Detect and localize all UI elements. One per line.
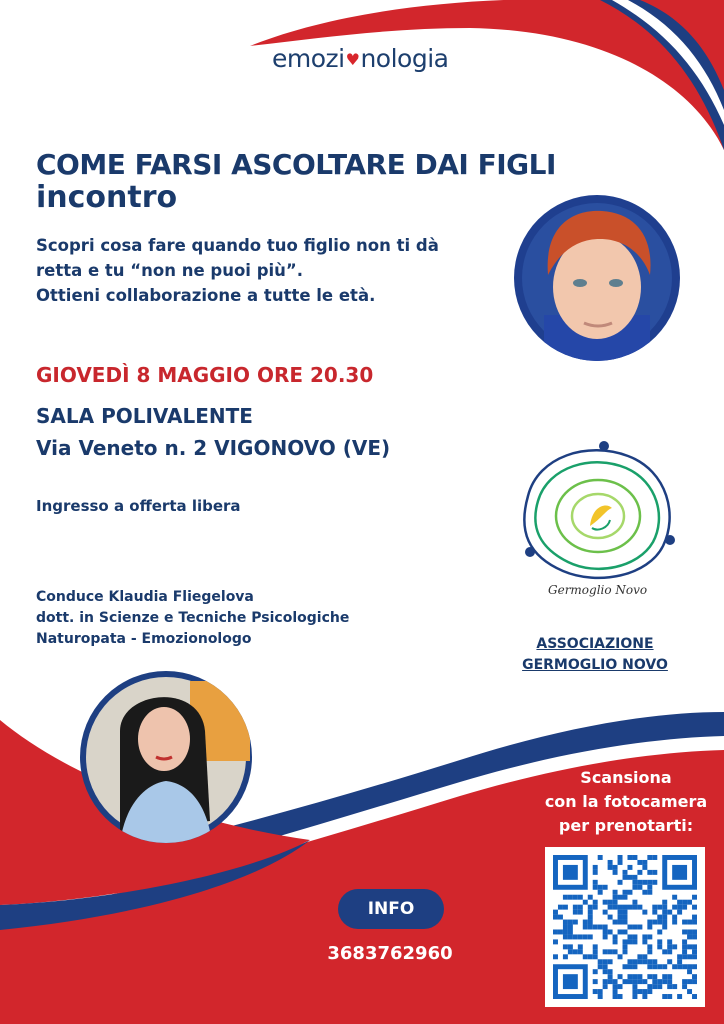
phone-number[interactable]: 3683762960: [327, 943, 453, 964]
event-title: COME FARSI ASCOLTARE DAI FIGLI: [36, 148, 556, 181]
info-button[interactable]: INFO: [338, 889, 444, 929]
brand-logo: emozi♥nologia: [272, 44, 449, 73]
event-description: Scopri cosa fare quando tuo figlio non ti dà retta e tu “non ne puoi più”. Ottieni collaborazione a tutte le età.: [36, 236, 439, 305]
host-info: Conduce Klaudia Fliegelova dott. in Scienze e Tecniche Psicologiche Naturopata - Emozionologo: [36, 589, 350, 647]
scan-instructions: Scansiona con la fotocamera per prenotarti:: [544, 768, 708, 835]
event-date: GIOVEDÌ 8 MAGGIO ORE 20.30: [36, 363, 374, 387]
event-subtitle: incontro: [36, 180, 178, 215]
entry-info: Ingresso a offerta libera: [36, 497, 241, 515]
host-photo: [80, 671, 252, 843]
association-logo: [508, 436, 686, 604]
qr-code-icon[interactable]: [545, 847, 705, 1007]
event-address: Via Veneto n. 2 VIGONOVO (VE): [36, 436, 391, 460]
heart-icon: ♥: [345, 50, 360, 69]
association-signature: Germoglio Novo: [548, 583, 648, 597]
association-name[interactable]: ASSOCIAZIONE GERMOGLIO NOVO: [522, 636, 668, 673]
event-venue: SALA POLIVALENTE: [36, 404, 253, 428]
child-photo: [514, 195, 680, 361]
